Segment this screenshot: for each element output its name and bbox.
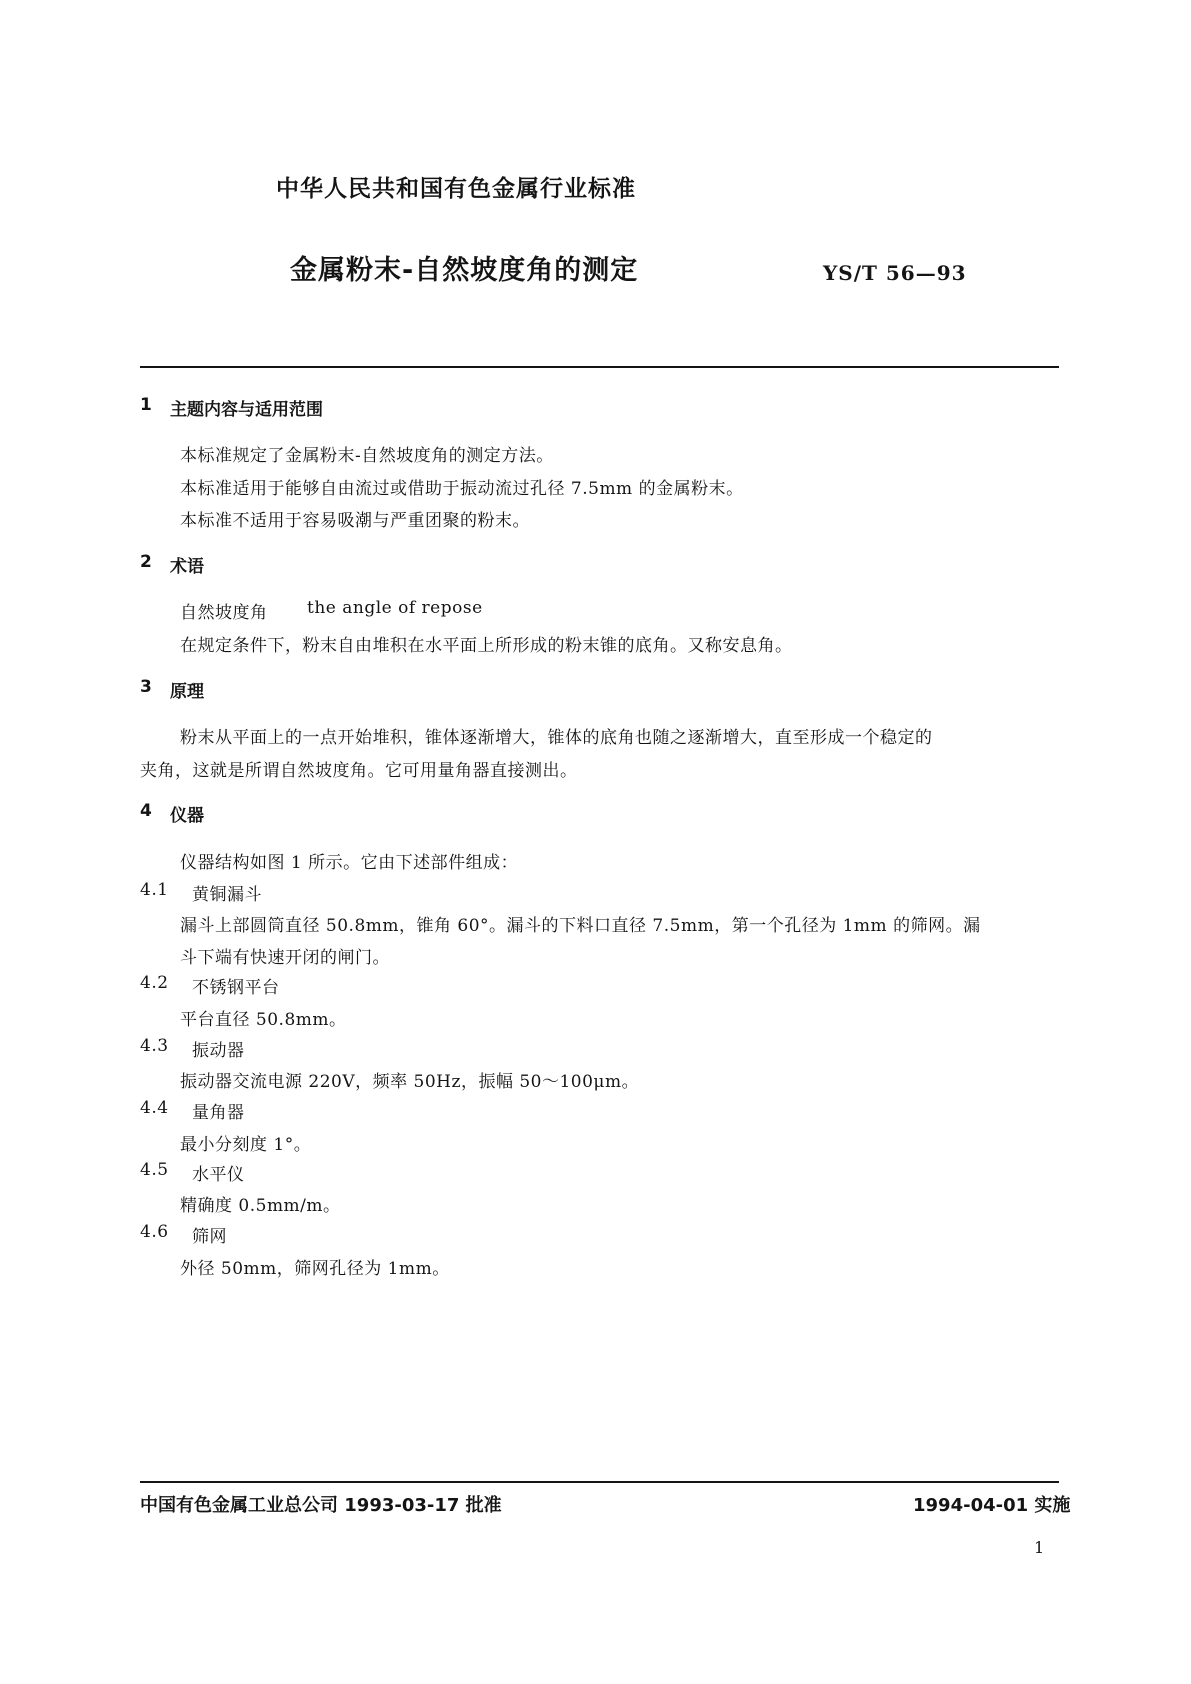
- section-1-number: 1: [140, 395, 152, 415]
- section-2-heading: 术语: [170, 557, 204, 577]
- section-4-intro: 仪器结构如图 1 所示。它由下述部件组成：: [180, 853, 519, 873]
- subsection-number: 4.2: [140, 973, 169, 993]
- subsection-text: 斗下端有快速开闭的闸门。: [180, 948, 390, 968]
- document-title: 金属粉末-自然坡度角的测定: [290, 255, 639, 286]
- subsection-number: 4.3: [140, 1036, 169, 1056]
- section-3-paragraph-line: 粉末从平面上的一点开始堆积，锥体逐渐增大，锥体的底角也随之逐渐增大，直至形成一个稳定的: [180, 728, 933, 748]
- subsection-number: 4.6: [140, 1222, 169, 1242]
- term-definition: 在规定条件下，粉末自由堆积在水平面上所形成的粉末锥的底角。又称安息角。: [180, 636, 793, 656]
- standard-code: YS/T 56—93: [823, 261, 967, 285]
- subsection-number: 4.1: [140, 880, 169, 900]
- subsection-title: 筛网: [192, 1227, 227, 1247]
- subsection-text: 平台直径 50.8mm。: [180, 1010, 347, 1030]
- section-1-heading: 主题内容与适用范围: [170, 400, 323, 420]
- subsection-text: 精确度 0.5mm/m。: [180, 1196, 341, 1216]
- implementation-date: 1994-04-01 实施: [913, 1495, 1071, 1516]
- subsection-title: 不锈钢平台: [192, 978, 280, 998]
- approval-line: 中国有色金属工业总公司 1993-03-17 批准: [140, 1495, 502, 1516]
- subsection-title: 振动器: [192, 1041, 245, 1061]
- subsection-title: 黄铜漏斗: [192, 885, 262, 905]
- section-1-line: 本标准不适用于容易吸潮与严重团聚的粉末。: [180, 511, 530, 531]
- term-chinese: 自然坡度角: [180, 603, 268, 623]
- section-4-heading: 仪器: [170, 806, 204, 826]
- section-3-number: 3: [140, 677, 152, 697]
- subsection-title: 量角器: [192, 1103, 245, 1123]
- subsection-text: 漏斗上部圆筒直径 50.8mm，锥角 60°。漏斗的下料口直径 7.5mm，第一个孔径为 1mm 的筛网。漏: [180, 916, 981, 936]
- section-3-paragraph-line: 夹角，这就是所谓自然坡度角。它可用量角器直接测出。: [140, 761, 578, 781]
- section-2-number: 2: [140, 552, 152, 572]
- section-3-heading: 原理: [170, 682, 204, 702]
- subsection-text: 最小分刻度 1°。: [180, 1135, 312, 1155]
- subsection-title: 水平仪: [192, 1165, 245, 1185]
- subsection-number: 4.5: [140, 1160, 169, 1180]
- section-1-line: 本标准适用于能够自由流过或借助于振动流过孔径 7.5mm 的金属粉末。: [180, 479, 744, 499]
- subsection-text: 振动器交流电源 220V，频率 50Hz，振幅 50～100μm。: [180, 1072, 640, 1092]
- term-english: the angle of repose: [307, 598, 483, 618]
- standard-category-title: 中华人民共和国有色金属行业标准: [276, 176, 636, 202]
- header-divider: [140, 366, 1059, 368]
- footer-divider: [140, 1481, 1059, 1483]
- page-number: 1: [1034, 1538, 1045, 1557]
- section-1-line: 本标准规定了金属粉末-自然坡度角的测定方法。: [180, 446, 554, 466]
- section-4-number: 4: [140, 801, 152, 821]
- subsection-number: 4.4: [140, 1098, 169, 1118]
- subsection-text: 外径 50mm，筛网孔径为 1mm。: [180, 1259, 450, 1279]
